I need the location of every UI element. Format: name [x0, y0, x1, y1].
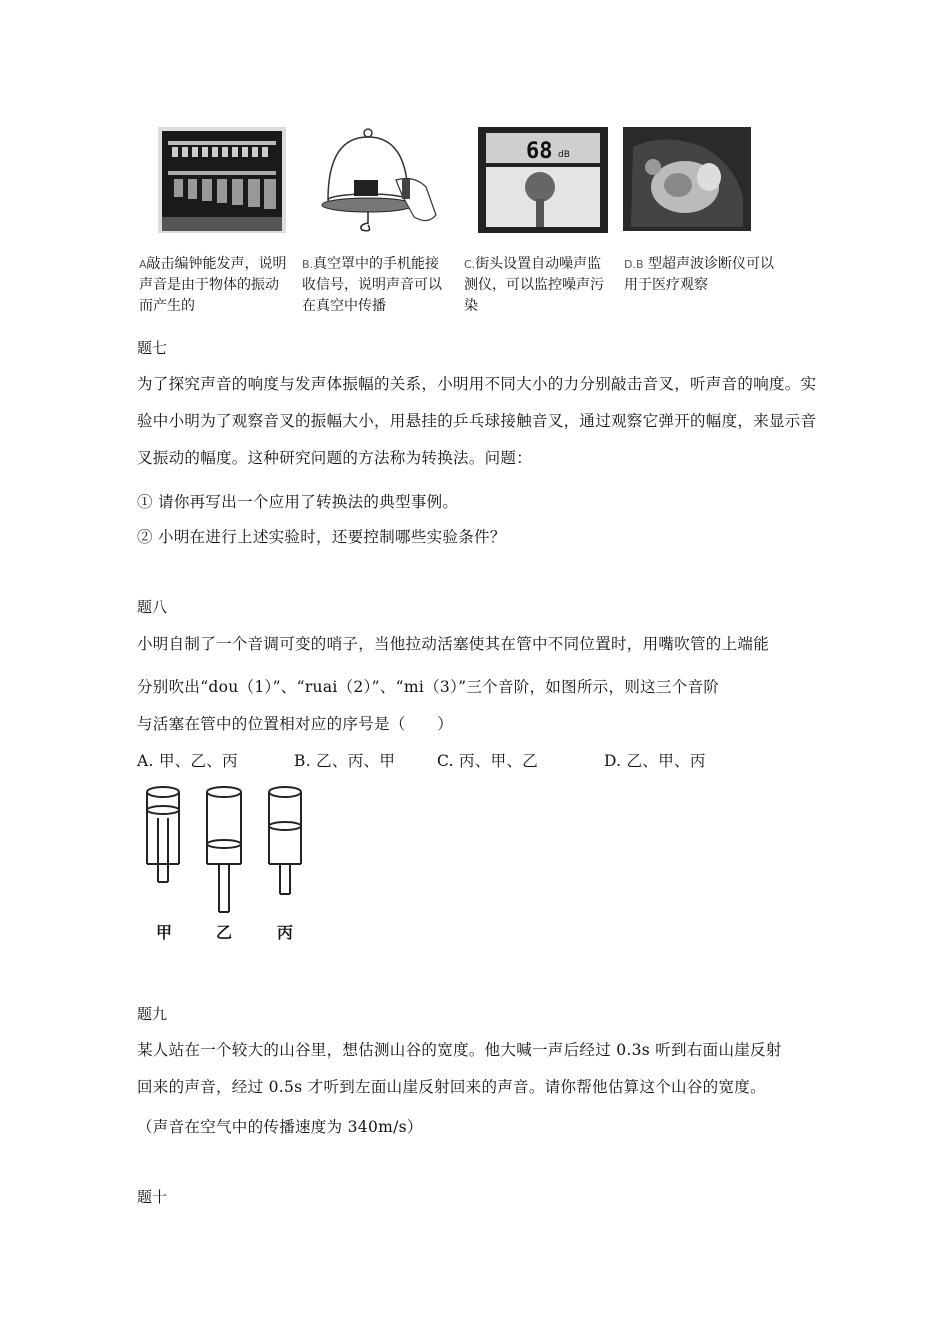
q7-sub2: ② 小明在进行上述实验时，还要控制哪些实验条件？ — [137, 528, 506, 546]
ultrasound-image — [623, 127, 753, 239]
q9-line3: （声音在空气中的传播速度为 340m/s） — [137, 1118, 423, 1136]
caption-b-lead: B. — [302, 258, 314, 271]
caption-d-text: 型超声波诊断仪可以用于医疗观察 — [624, 256, 774, 293]
caption-b-text: 真空罩中的手机能接收信号，说明声音可以在真空中传播 — [302, 256, 442, 314]
q8-line3: 与活塞在管中的位置相对应的序号是（ ） — [137, 715, 454, 733]
tube-label-yi: 乙 — [216, 923, 233, 942]
bell-jar-image — [318, 125, 448, 240]
caption-a — [139, 254, 289, 317]
q7-sub1: ① 请你再写出一个应用了转换法的典型事例。 — [137, 493, 459, 511]
caption-b — [302, 254, 452, 317]
q9-title: 题九 — [137, 1005, 168, 1023]
q8-option-b: B. 乙、丙、甲 — [294, 752, 396, 770]
q8-option-a: A. 甲、乙、丙 — [137, 752, 238, 770]
q8-line1: 小明自制了一个音调可变的哨子，当他拉动活塞使其在管中不同位置时，用嘴吹管的上端能 — [137, 635, 770, 653]
q8-title: 题八 — [137, 598, 168, 616]
bells-image — [158, 127, 286, 233]
tube-label-jia: 甲 — [156, 923, 173, 942]
caption-c — [464, 254, 614, 317]
caption-c-lead: C. — [464, 258, 476, 271]
q10-title: 题十 — [137, 1188, 168, 1206]
q9-line1: 某人站在一个较大的山谷里，想估测山谷的宽度。他大喊一声后经过 0.3s 听到右面山崖反射 — [137, 1041, 782, 1059]
tube-yi — [207, 787, 241, 912]
caption-d — [624, 254, 784, 296]
tube-label-bing: 丙 — [277, 923, 294, 942]
noise-meter-image — [478, 127, 608, 233]
noise-meter-unit: dB — [558, 150, 570, 160]
q8-option-d: D. 乙、甲、丙 — [604, 752, 706, 770]
q8-option-c: C. 丙、甲、乙 — [437, 752, 539, 770]
tubes-figure — [140, 782, 310, 917]
q7-title: 题七 — [137, 339, 168, 357]
caption-d-lead: D.B — [624, 258, 644, 271]
noise-meter-reading: 68 — [526, 139, 553, 164]
caption-a-text: 敲击编钟能发声，说明声音是由于物体的振动而产生的 — [139, 256, 287, 314]
tube-bing — [269, 787, 301, 894]
caption-c-text: 街头设置自动噪声监测仪，可以监控噪声污染 — [464, 256, 604, 314]
q7-body: 为了探究声音的响度与发声体振幅的关系，小明用不同大小的力分别敲击音叉，听声音的响度。实验中小明为了观察音叉的振幅大小，用悬挂的乒乓球接触音叉，通过观察它弹开的幅度，来显示音叉振动的幅度。这种研究问题的方法称为转换法。问题： — [137, 375, 817, 467]
tube-jia — [147, 787, 179, 882]
q9-line2: 回来的声音，经过 0.5s 才听到左面山崖反射回来的声音。请你帮他估算这个山谷的宽度。 — [137, 1078, 766, 1096]
caption-a-lead: A — [139, 258, 147, 271]
q8-line2: 分别吹出“dou（1）”、“ruai（2）”、“mi（3）”三个音阶，如图所示，则这三个音阶 — [137, 678, 720, 696]
